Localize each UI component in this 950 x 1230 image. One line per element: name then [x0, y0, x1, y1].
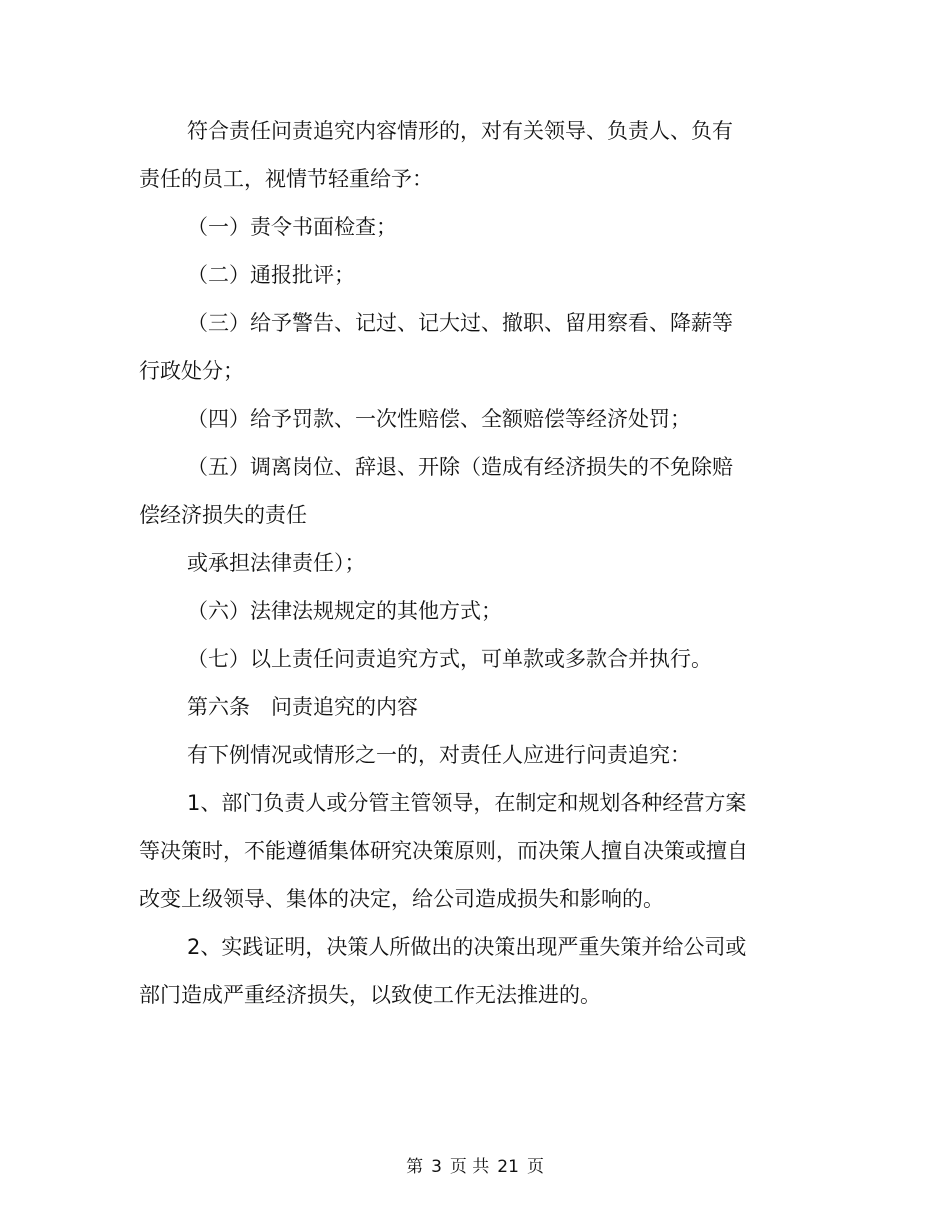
paragraph-item-5: （五）调离岗位、辞退、开除（造成有经济损失的不免除赔偿经济损失的责任: [139, 455, 733, 527]
paragraph-item-6: （六）法律法规规定的其他方式；: [187, 599, 502, 623]
footer-suffix: 页: [526, 1157, 544, 1177]
page-footer: [0, 1155, 950, 1179]
paragraph-item-1: （一）责令书面检查；: [187, 215, 397, 239]
article-heading: 第六条 问责追究的内容: [187, 695, 418, 719]
footer-prefix: 第: [406, 1157, 424, 1177]
paragraph-article-intro: 有下例情况或情形之一的，对责任人应进行问责追究：: [187, 743, 691, 767]
paragraph-item-7: （七）以上责任问责追究方式，可单款或多款合并执行。: [187, 647, 712, 671]
paragraph-clause-1: 1、部门负责人或分管主管领导，在制定和规划各种经营方案等决策时，不能遵循集体研究决策原则，而决策人擅自决策或擅自改变上级领导、集体的决定，给公司造成损失和影响的。: [139, 791, 748, 911]
paragraph-clause-2: 2、实践证明，决策人所做出的决策出现严重失策并给公司或部门造成严重经济损失，以致使工作无法推进的。: [139, 935, 747, 1007]
document-body: [139, 107, 749, 1019]
footer-total-pages: 21: [497, 1157, 519, 1177]
footer-current-page: 3: [431, 1157, 442, 1177]
footer-middle: 页 共: [449, 1157, 490, 1177]
paragraph-item-2: （二）通报批评；: [187, 263, 355, 287]
paragraph-item-5-continued: 或承担法律责任）；: [187, 551, 366, 575]
paragraph-item-4: （四）给予罚款、一次性赔偿、全额赔偿等经济处罚；: [187, 407, 691, 431]
paragraph-intro: 符合责任问责追究内容情形的，对有关领导、负责人、负有责任的员工，视情节轻重给予：: [139, 119, 733, 191]
paragraph-item-3: （三）给予警告、记过、记大过、撤职、留用察看、降薪等行政处分；: [139, 311, 733, 383]
